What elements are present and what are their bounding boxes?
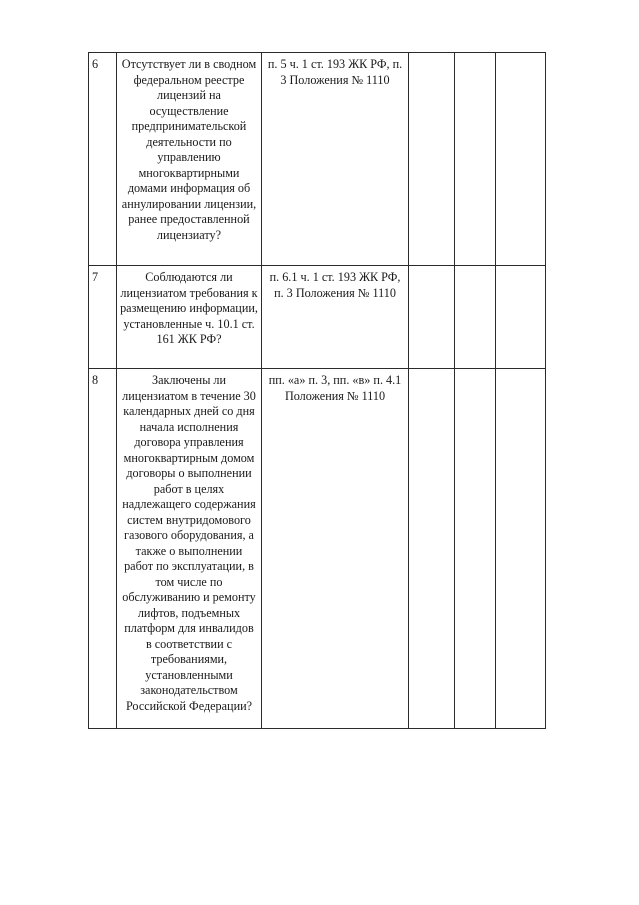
table-row (89, 53, 546, 266)
row-question: Отсутствует ли в сводном федеральном реестре лицензий на осуществление предпринимательской деятельности по управлению многоквартирными домами информация об аннулировании лицензии, ранее предоставленной лицензиату? (117, 53, 262, 266)
answer-cell-na (496, 266, 546, 369)
checklist-table (88, 52, 546, 729)
row-question: Соблюдаются ли лицензиатом требования к размещению информации, установленные ч. 10.1 ст. 161 ЖК РФ? (117, 266, 262, 369)
answer-cell-no (455, 266, 496, 369)
row-reference: п. 5 ч. 1 ст. 193 ЖК РФ, п. 3 Положения № 1110 (262, 53, 409, 266)
row-reference: пп. «а» п. 3, пп. «в» п. 4.1 Положения № 1110 (262, 369, 409, 729)
row-number: 7 (89, 266, 117, 369)
answer-cell-no (455, 369, 496, 729)
row-reference: п. 6.1 ч. 1 ст. 193 ЖК РФ, п. 3 Положения № 1110 (262, 266, 409, 369)
answer-cell-na (496, 53, 546, 266)
answer-cell-no (455, 53, 496, 266)
row-question: Заключены ли лицензиатом в течение 30 календарных дней со дня начала исполнения договора управления многоквартирным домом договоры о выполнении работ в целях надлежащего содержания систем внутридомового газового оборудования, а также о выполнении работ по эксплуатации, в том числе по обслуживанию и ремонту лифтов, подъемных платформ для инвалидов в соответствии с требованиями, установленными законодательством Российской Федерации? (117, 369, 262, 729)
answer-cell-na (496, 369, 546, 729)
row-number: 6 (89, 53, 117, 266)
answer-cell-yes (409, 266, 455, 369)
answer-cell-yes (409, 53, 455, 266)
answer-cell-yes (409, 369, 455, 729)
table-row (89, 266, 546, 369)
row-number: 8 (89, 369, 117, 729)
table-row (89, 369, 546, 729)
